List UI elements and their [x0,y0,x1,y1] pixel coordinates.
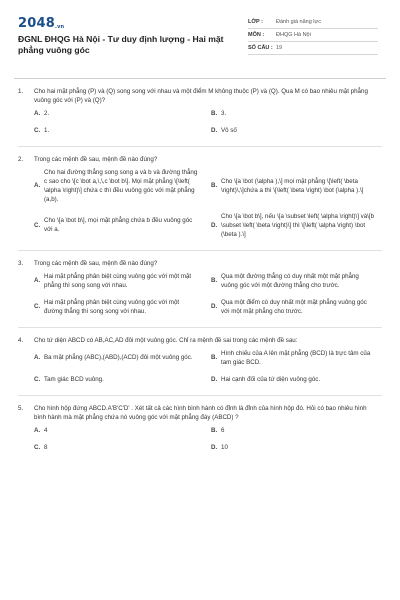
option-a[interactable] [34,423,205,440]
option-d[interactable] [211,372,382,389]
option-b[interactable] [211,106,382,123]
worksheet-header [18,16,382,68]
document-title: ĐGNL ĐHQG Hà Nội - Tư duy định lượng - Hai mặt phẳng vuông góc [18,34,224,55]
option-letter: B. [211,109,218,117]
meta-key: LỚP : [248,19,263,25]
option-letter: C. [34,303,41,311]
option-letter: A. [34,426,41,434]
option-d[interactable] [211,209,382,244]
option-letter: D. [211,221,218,229]
meta-table [248,16,378,55]
option-b[interactable] [211,165,382,209]
question-divider [18,146,382,147]
option-c[interactable] [34,372,205,389]
option-text: Hình chiếu của A lên mặt phẳng (BCD) là trực tâm của tam giác BCD. [221,349,371,366]
header-divider [14,78,386,79]
option-d[interactable] [211,295,382,321]
option-text: Cho \[a \bot (\alpha ),\] mọi mặt phẳng \[\left( \beta \right)\,\]chứa a thì \[\left( \beta \right) \bot (\alpha ).\] [221,177,364,194]
option-letter: D. [211,443,218,451]
option-letter: A. [34,109,41,117]
question-divider [18,395,382,396]
option-c[interactable] [34,440,205,457]
question-number: 2. [18,155,24,163]
option-text: Cho hai đường thẳng song song a và b và đường thẳng c sao cho \[c \bot a,\,\,c \bot b\]. Mọi mặt phẳng \[\left( \alpha \right)\] chứa c thì đều vuông góc với mặt phẳng (a,b). [44,168,198,203]
option-a[interactable] [34,106,205,123]
question-divider [18,327,382,328]
option-letter: B. [211,277,218,285]
option-b[interactable] [211,423,382,440]
option-letter: C. [34,221,41,229]
option-letter: D. [211,303,218,311]
option-letter: C. [34,375,41,383]
option-c[interactable] [34,295,205,321]
option-text: 10 [221,443,228,451]
question-number: 3. [18,259,24,267]
option-b[interactable] [211,269,382,295]
options-grid [34,423,382,457]
option-letter: B. [211,426,218,434]
question-text: Cho hình hộp đứng ABCD.A'B'C'D' . Xét tất cả các hình bình hành có đỉnh là đỉnh của hình hộp đó. Hỏi có bao nhiêu hình bình hành mà mặt phẳng chứa nó vuông góc với mặt phẳng đáy (ABCD) ? [34,404,367,421]
option-text: 1. [44,126,50,134]
question-text: Cho tứ diện ABCD có AB,AC,AD đôi một vuông góc. Chỉ ra mệnh đề sai trong các mệnh đề sau: [34,336,298,344]
question-stem [18,405,382,423]
option-text: Cho \[a \bot b\], mọi mặt phẳng chứa b đều vuông góc với a. [44,217,193,234]
option-letter: C. [34,126,41,134]
question-text: Trong các mệnh đề sau, mệnh đề nào đúng? [34,259,158,267]
options-grid [34,269,382,321]
option-text: Ba mặt phẳng (ABC),(ABD),(ACD) đôi một vuông góc. [44,354,193,362]
question-divider [18,250,382,251]
option-c[interactable] [34,123,205,140]
question-2 [18,156,382,251]
option-text: Hai mặt phẳng phân biệt cùng vuông góc với một đường thẳng thì song song với nhau. [44,298,180,315]
option-text: Qua một đường thẳng có duy nhất một mặt phẳng vuông góc với một đường thẳng cho trước. [221,272,359,289]
option-letter: A. [34,182,41,190]
question-stem [18,156,382,165]
option-text: Hai mặt phẳng phân biệt cùng vuông góc với một mặt phẳng thì song song với nhau. [44,272,192,289]
meta-key: SỐ CÂU : [248,45,273,51]
question-text: Cho hai mặt phẳng (P) và (Q) song song với nhau và một điểm M không thuộc (P) và (Q). Qua M có bao nhiêu mặt phẳng vuông góc với (P) và (Q)? [34,88,368,104]
meta-value: Đánh giá năng lực [276,19,321,25]
meta-value: ĐHQG Hà Nội [276,32,311,38]
option-letter: A. [34,354,41,362]
meta-row-class [248,16,378,29]
option-letter: D. [211,375,218,383]
meta-value: 19 [276,45,283,51]
site-logo[interactable]: $2048_{.vn}$ [18,16,65,31]
question-1 [18,88,382,147]
question-4 [18,337,382,396]
option-text: 2. [44,109,50,117]
options-grid [34,165,382,244]
option-letter: A. [34,277,41,285]
option-text: Cho \[a \bot b\], nếu \[a \subset \left( \alpha \right)\] và\[b \subset \left( \beta \right)\] thì \[\left( \alpha \right) \bot (\beta ).\] [221,212,375,238]
option-text: 8 [44,443,48,451]
meta-row-subject [248,29,378,42]
option-text: Qua một điểm có duy nhất một mặt phẳng vuông góc với một mặt phẳng cho trước. [221,298,367,315]
option-d[interactable] [211,440,382,457]
question-number: 1. [18,88,24,95]
question-stem [18,337,382,346]
options-grid [34,106,382,140]
option-letter: C. [34,443,41,451]
option-a[interactable] [34,269,205,295]
options-grid [34,346,382,389]
option-letter: B. [211,354,218,362]
option-text: 4 [44,426,48,434]
option-text: Tam giác BCD vuông. [44,375,104,383]
option-text: 3. [221,109,227,117]
question-number: 5. [18,404,24,412]
question-stem [18,260,382,269]
option-c[interactable] [34,209,205,244]
option-d[interactable] [211,123,382,140]
question-text: Trong các mệnh đề sau, mệnh đề nào đúng? [34,155,158,163]
option-text: Hai cạnh đối của tứ diện vuông góc. [221,375,321,383]
question-number: 4. [18,336,24,344]
option-a[interactable] [34,165,205,209]
question-3 [18,260,382,328]
meta-key: MÔN : [248,32,265,38]
option-text: Vô số [221,126,237,134]
option-text: 6 [221,426,225,434]
option-b[interactable] [211,346,382,372]
option-a[interactable] [34,346,205,372]
meta-row-count [248,42,378,55]
question-stem [18,88,382,106]
option-letter: B. [211,182,218,190]
question-5 [18,405,382,457]
option-letter: D. [211,126,218,134]
